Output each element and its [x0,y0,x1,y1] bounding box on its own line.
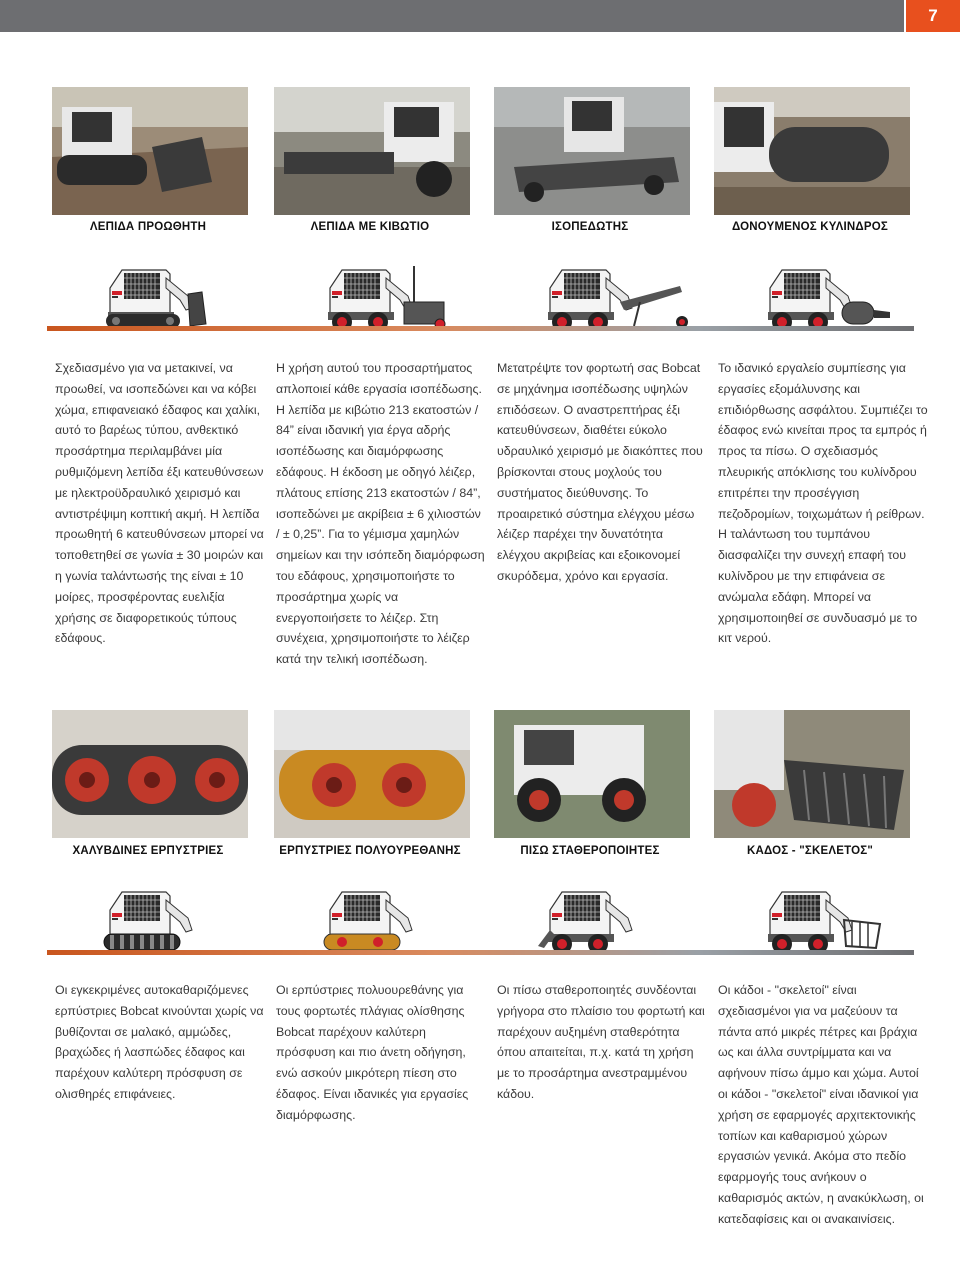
caption-rear-stabilizers: ΠΙΣΩ ΣΤΑΘΕΡΟΠΟΙΗΤΕΣ [520,845,660,857]
polyurethane-tracks-machine-icon [290,880,480,952]
rear-stabilizers-description: Οι πίσω σταθεροποιητές συνδέονται γρήγορα στο πλαίσιο του φορτωτή και παρέχουν αυξημένη σταθερότητα όπου απαιτείται, π.χ. κατά τη χρήση με το προσάρτημα ανεστραμμένου κάδου. [497,983,705,1101]
box-blade-description: Η χρήση αυτού του προσαρτήματος απλοποιεί κάθε εργασία ισοπέδωσης. Η λεπίδα με κιβώτιο 213 εκατοστών / 84” είναι ιδανική για έργα αδρής ισοπέδωσης και διαμόρφωσης εδάφους. Η έκδοση με οδηγό λέιζερ, πλάτους επίσης 213 εκατοστών / 84”, ισοπεδώνει με ακρίβεια ± 6 χιλιοστών / ± 0,25”. Για το γέμισμα χαμηλών σημείων και την ισόπεδη διαμόρφωση του εδάφους, χρησιμοποιήστε το προσάρτημα χωρίς να ενεργοποιήσετε το λέιζερ. Στη συνέχεια, χρησιμοποιήστε το λέιζερ κατά την τελική ισοπέδωση. [276,361,485,667]
vibratory-roller-machine-icon [730,258,920,330]
grader-machine-icon [510,258,700,330]
steel-tracks-description: Οι εγκεκριμένες αυτοκαθαριζόμενες ερπύστριες Bobcat κινούνται χωρίς να βυθίζονται σε μαλακό, αμμώδες, βραχώδες ή λασπώδες έδαφος και παρέχουν καλύτερη πρόσφυση σε ολισθηρές επιφάνειες. [55,983,264,1101]
page-number: 7 [906,0,960,32]
grader-description: Μετατρέψτε τον φορτωτή σας Bobcat σε μηχάνημα ισοπέδωσης υψηλών επιδόσεων. Ο αναστρεπτήρας έξι κατευθύνσεων, διαθέτει εύκολο υδραυλικό χειρισμό με διακόπτες που βρίσκονται στους μοχλούς του συστήματος διεύθυνσης. Το προαιρετικό σύστημα ελέγχου μέσω λέιζερ παρέχει την δυνατότητα ελέγχου ακριβείας και εξοικονομεί σκυρόδεμα, χρόνο και εργασία. [497,361,703,583]
photo-dozer-blade [52,87,248,215]
caption-vibratory-roller: ΔΟΝΟΥΜΕΝΟΣ ΚΥΛΙΝΔΡΟΣ [732,221,888,233]
polyurethane-tracks-description: Οι ερπύστριες πολυουρεθάνης για τους φορτωτές πλάγιας ολίσθησης Bobcat παρέχουν καλύτερη πρόσφυση και πιο άνετη οδήγηση, ενώ ασκούν μικρότερη πίεση στο έδαφος. Είναι ιδανικές για εργασίες διαμόρφωσης. [276,983,469,1122]
caption-polyurethane-tracks: ΕΡΠΥΣΤΡΙΕΣ ΠΟΛΥΟΥΡΕΘΑΝΗΣ [279,845,461,857]
caption-dozer-blade: ΛΕΠΙΔΑ ΠΡΟΩΘΗΤΗ [89,221,207,233]
rear-stabilizers-machine-icon [510,880,700,952]
photo-grader [494,87,690,215]
box-blade-machine-icon [290,258,480,330]
dozer-blade-description: Σχεδιασμένο για να μετακινεί, να προωθεί, να ισοπεδώνει και να κόβει χώμα, επιφανειακό έδαφος και χαλίκι, αυτό το βαρέως τύπου, ανθεκτικό προσάρτημα περιλαμβάνει μία ρυθμιζόμενη λεπίδα έξι κατευθύνσεων με ηλεκτροϋδραυλικό χειρισμό και αντιστρέψιμη κοπτική ακμή. Η λεπίδα προωθητή 6 κατευθύνσεων μπορεί να τοποθετηθεί σε γωνία ± 30 μοιρών και η γωνία ταλάντωσής της είναι ± 10 μοίρες, προσφέροντας ευελιξία χρήσης σε διαφορετικούς τύπους εδάφους. [55,361,264,646]
photo-vibratory-roller [714,87,910,215]
photo-steel-tracks [52,710,248,838]
vibratory-roller-description: Το ιδανικό εργαλείο συμπίεσης για εργασίες εξομάλυνσης και επιδιόρθωσης ασφάλτου. Συμπιέζει το έδαφος ενώ κινείται προς τα εμπρός ή προς τα πίσω. Ο σχεδιασμός πλευρικής απόκλισης του κυλίνδρου επιτρέπει την προσέγγιση πεζοδρομίων, τοιχωμάτων ή ρείθρων. Η ταλάντωση του τυμπάνου διασφαλίζει την συνεχή επαφή του κυλίνδρου με την επιφάνεια σε ανώμαλα εδάφη. Μπορεί να χρησιμοποιηθεί σε συνδυασμό με το κιτ νερού. [718,361,928,646]
section-divider-2 [47,950,914,955]
skeleton-bucket-machine-icon [730,880,920,952]
skeleton-bucket-description: Οι κάδοι - "σκελετοί" είναι σχεδιασμένοι για να μαζεύουν τα πάντα από μικρές πέτρες και βράχια ως και άλλα συντρίμματα και να αφήνουν πίσω άμμο και χώμα. Αυτοί οι κάδοι - "σκελετοί" είναι ιδανικοί για χρήση σε εφαρμογές αρχιτεκτονικής τοπίων και καθαρισμού χώρων εργασιών γενικά. Ακόμα στο πεδίο εφαρμογής τους ανήκουν ο καθαρισμός ακτών, η ανακύκλωση, οι κατεδαφίσεις και οι ανακαινίσεις. [718,983,924,1226]
photo-polyurethane-tracks [274,710,470,838]
dozer-blade-machine-icon [70,258,260,330]
section-divider-1 [47,326,914,331]
caption-skeleton-bucket: ΚΑΔΟΣ - "ΣΚΕΛΕΤΟΣ" [746,845,874,857]
photo-box-blade [274,87,470,215]
caption-box-blade: ΛΕΠΙΔΑ ΜΕ ΚΙΒΩΤΙΟ [310,221,430,233]
photo-skeleton-bucket [714,710,910,838]
page-header-bar [0,0,904,32]
caption-steel-tracks: ΧΑΛΥΒΔΙΝΕΣ ΕΡΠΥΣΤΡΙΕΣ [72,845,224,857]
photo-rear-stabilizers [494,710,690,838]
steel-tracks-machine-icon [70,880,260,952]
caption-grader: ΙΣΟΠΕΔΩΤΗΣ [551,221,629,233]
